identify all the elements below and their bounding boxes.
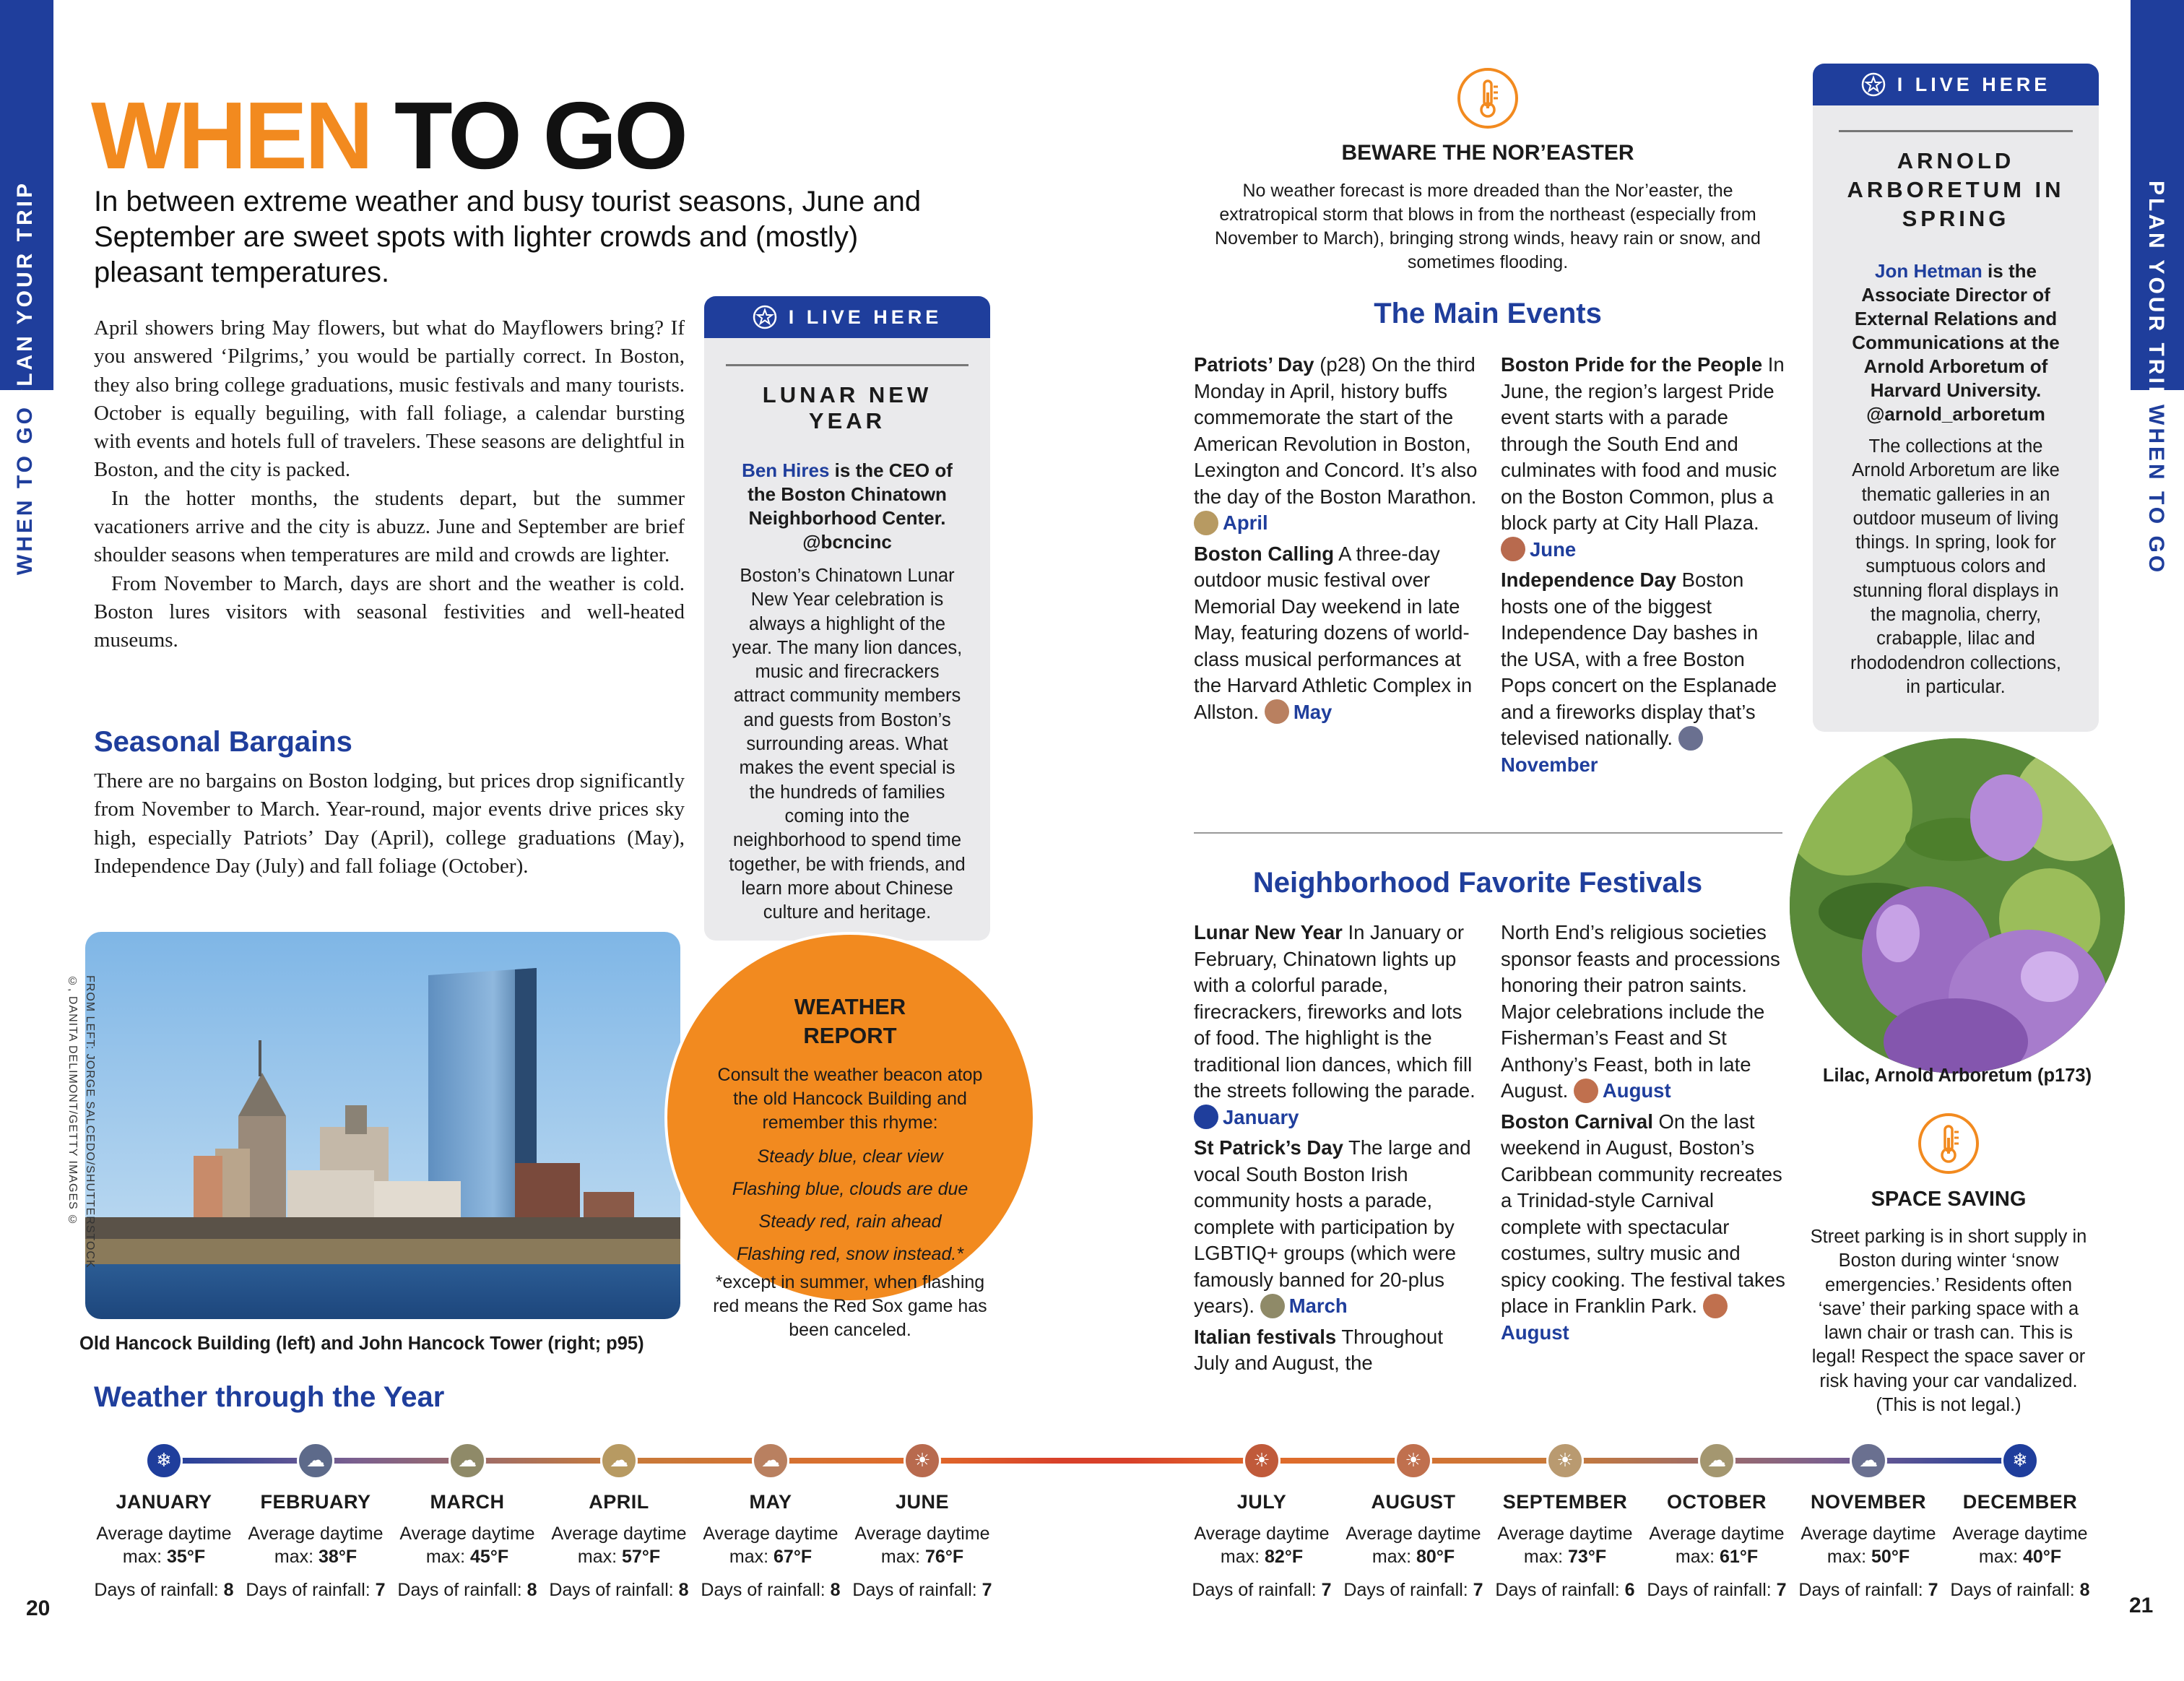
page-number-left: 20 — [26, 1596, 51, 1620]
festivals-heading: Neighborhood Favorite Festivals — [1252, 867, 1703, 899]
month-column — [1186, 1490, 1338, 1602]
weather-glyph: ☁ — [610, 1450, 628, 1472]
live-here-badge: I LIVE HERE — [704, 296, 990, 338]
month-rainfall: Days of rainfall: 7 — [1798, 1580, 1938, 1600]
event-independence-day: Independence Day Boston hosts one of the biggest Independence Day bashes in the USA, with a free Boston Pops concert on the Esplanade and a fireworks display that’s televised nationally. November — [1501, 569, 1777, 776]
sun-icon — [1501, 537, 1525, 561]
month-column — [846, 1490, 998, 1602]
event-name: Boston Calling — [1194, 542, 1335, 565]
cloud-sun-icon — [1194, 511, 1218, 535]
cloud-sun-icon — [1265, 699, 1289, 724]
festival-month: March — [1288, 1295, 1348, 1318]
snowflake-icon — [145, 1442, 183, 1479]
left-tab-label: PLAN YOUR TRIP — [13, 181, 37, 404]
noreaster-title: BEWARE THE NOR’EASTER — [1341, 141, 1634, 165]
month-rainfall: Days of rainfall: 8 — [701, 1580, 841, 1600]
live-here-box-lunar — [704, 296, 990, 941]
snowflake-icon — [2001, 1442, 2039, 1479]
weather-glyph: ☀ — [1556, 1450, 1574, 1472]
rhyme-line: Flashing blue, clouds are due — [732, 1179, 968, 1199]
month-name: FEBRUARY — [260, 1491, 371, 1513]
weather-glyph: ☁ — [1707, 1450, 1726, 1472]
main-events-heading: The Main Events — [1374, 298, 1602, 329]
month-temp: Average daytime max: 61°F — [1649, 1524, 1785, 1567]
temp-value: 67°F — [774, 1547, 812, 1567]
month-column — [1944, 1490, 2096, 1602]
month-rainfall: Days of rainfall: 8 — [1950, 1580, 2090, 1600]
festival-north-end: North End’s religious societies sponsor feasts and processions honoring their patron saints. Major celebrations include the Fisherman’s Feast and St Anthony’s Feast, both in late August. August — [1501, 921, 1780, 1102]
cloud-sun-icon — [1678, 726, 1703, 751]
festival-month: August — [1501, 1321, 1569, 1344]
sun-icon — [904, 1442, 941, 1479]
festival-lunar-new-year: Lunar New Year In January or February, Chinatown lights up with a colorful parade, firecrackers, fireworks and lots of food. The highlight is the traditional lion dances, which fill the streets following the parade. January — [1194, 921, 1476, 1128]
month-column — [1641, 1490, 1793, 1602]
weather-year-heading: Weather through the Year — [94, 1381, 445, 1413]
month-temp: Average daytime max: 80°F — [1346, 1524, 1481, 1567]
rain-value: 7 — [1321, 1580, 1332, 1600]
rain-value: 8 — [830, 1580, 841, 1600]
event-month: May — [1293, 700, 1332, 723]
rain-value: 6 — [1624, 1580, 1635, 1600]
weather-report-note: *except in summer, when flashing red means the Red Sox game has been canceled. — [713, 1272, 987, 1340]
month-name: JANUARY — [116, 1491, 212, 1513]
festival-name: Lunar New Year — [1194, 921, 1343, 943]
thermometer-icon — [1456, 66, 1520, 130]
body-paragraph: April showers bring May flowers, but what do Mayflowers bring? If you answered ‘Pilgrims,’ you would be partially correct. In Boston, they also bring college graduations, music festivals and many tourists. October is equally beguiling, with fall foliage, a calendar bursting with events and hotels full of travelers. These seasons are delightful in Boston, and the city is packed. — [94, 316, 685, 482]
thermometer-icon — [1917, 1112, 1980, 1175]
month-name: DECEMBER — [1962, 1491, 2078, 1513]
temp-value: 45°F — [470, 1547, 509, 1567]
weather-timeline-left — [163, 1458, 927, 1464]
cloud-sun-icon — [600, 1442, 638, 1479]
rhyme-line: Steady blue, clear view — [757, 1146, 943, 1167]
space-saving-text: Street parking is in short supply in Boston during winter ‘snow emergencies.’ Residents often ‘save’ their parking space with a lawn chair or trash can. This is legal! Respect the space saver or risk having your car vandalized. (This is not legal.) — [1810, 1227, 2087, 1416]
weather-glyph: ☀ — [914, 1450, 931, 1472]
weather-glyph: ☁ — [1859, 1450, 1878, 1472]
event-month: April — [1223, 511, 1268, 534]
weather-report-intro: Consult the weather beacon atop the old Hancock Building and remember this rhyme: — [717, 1065, 983, 1133]
festival-name: St Patrick’s Day — [1194, 1136, 1343, 1159]
weather-glyph: ☁ — [306, 1450, 325, 1472]
live-here-title: ARNOLD ARBORETUM IN SPRING — [1839, 130, 2073, 233]
lilac-caption: Lilac, Arnold Arboretum (p173) — [1822, 1066, 2092, 1086]
event-boston-calling: Boston Calling A three-day outdoor music festival over Memorial Day weekend in late May, featuring dozens of world-class musical performances at the Harvard Athletic Complex in Allston. May — [1194, 542, 1473, 723]
event-patriots-day: Patriots’ Day (p28) On the third Monday in April, history buffs commemorate the start of the American Revolution in Boston, Lexington and Concord. It’s also the day of the Boston Marathon. April — [1194, 353, 1478, 534]
rhyme-line: Steady red, rain ahead — [758, 1211, 942, 1232]
month-temp: Average daytime max: 76°F — [854, 1524, 990, 1567]
live-here-text: Boston’s Chinatown Lunar New Year celebration is always a highlight of the year. The many lion dances, music and firecrackers attract community members and guests from Boston’s surrounding areas. What makes the event special is the hundreds of families coming into the neighborhood to spend time together, be with friends, and learn more about Chinese culture and heritage. — [729, 566, 966, 923]
rain-value: 8 — [2079, 1580, 2090, 1600]
live-here-title: LUNAR NEW YEAR — [726, 364, 968, 434]
title-word-togo: TO GO — [394, 82, 685, 189]
body-text — [94, 314, 685, 655]
month-rainfall: Days of rainfall: 8 — [549, 1580, 689, 1600]
event-name: Independence Day — [1501, 569, 1676, 592]
rain-value: 7 — [982, 1580, 992, 1600]
live-here-box-arboretum — [1813, 64, 2099, 732]
main-events-col1 — [1194, 352, 1480, 725]
temp-value: 80°F — [1416, 1547, 1455, 1567]
rhyme-line: Flashing red, snow instead.* — [736, 1244, 964, 1264]
month-name: JUNE — [895, 1491, 950, 1513]
weather-report-title: WEATHER REPORT — [794, 994, 906, 1048]
lilac-photo — [1787, 735, 2128, 1076]
weather-glyph: ☁ — [761, 1450, 780, 1472]
weather-glyph: ☀ — [1405, 1450, 1422, 1472]
month-temp: Average daytime max: 82°F — [1194, 1524, 1330, 1567]
person-name: Ben Hires — [742, 459, 830, 481]
month-column — [695, 1490, 846, 1602]
skyline-photo — [85, 932, 680, 1319]
weather-rhyme — [667, 1141, 1033, 1271]
month-name: JULY — [1236, 1491, 1287, 1513]
event-month: June — [1530, 537, 1577, 561]
title-word-when: WHEN — [91, 82, 371, 189]
divider — [1194, 832, 1782, 834]
event-name: Boston Pride for the People — [1501, 353, 1763, 376]
month-rainfall: Days of rainfall: 7 — [852, 1580, 992, 1600]
month-rainfall: Days of rainfall: 7 — [1647, 1580, 1787, 1600]
intro-text: In between extreme weather and busy tourist seasons, June and September are sweet spots with lighter crowds and (mostly) pleasant temperatures. — [94, 186, 922, 288]
event-pride: Boston Pride for the People In June, the region’s largest Pride event starts with a parade through the South End and culminates with food and music on the Boston Common, plus a block party at City Hall Plaza. June — [1501, 353, 1785, 561]
temp-value: 57°F — [622, 1547, 661, 1567]
month-rainfall: Days of rainfall: 7 — [246, 1580, 386, 1600]
month-column — [1338, 1490, 1489, 1602]
cloud-sun-icon — [297, 1442, 334, 1479]
rain-value: 8 — [223, 1580, 234, 1600]
right-tab-label: PLAN YOUR TRIP — [2144, 181, 2168, 404]
month-rainfall: Days of rainfall: 7 — [1192, 1580, 1332, 1600]
live-here-person: Jon Hetman is the Associate Director of External Relations and Communications at the Arnold Arboretum of Harvard University. @arnold_arboretum — [1852, 260, 2060, 425]
month-name: SEPTEMBER — [1502, 1491, 1628, 1513]
live-here-text: The collections at the Arnold Arboretum are like thematic galleries in an outdoor museum of living things. In spring, look for sumptuous colors and stunning floral displays in the magnolia, cherry, crabapple, lilac and rhododendron collections, in particular. — [1850, 436, 2062, 697]
month-temp: Average daytime max: 50°F — [1800, 1524, 1936, 1567]
body-paragraph: From November to March, days are short and the weather is cold. Boston lures visitors with seasonal festivities and well-heated museums. — [94, 571, 685, 652]
month-column — [1489, 1490, 1641, 1602]
temp-value: 82°F — [1265, 1547, 1304, 1567]
month-name: OCTOBER — [1666, 1491, 1767, 1513]
temp-value: 38°F — [318, 1547, 358, 1567]
cloud-sun-icon — [1260, 1294, 1285, 1318]
month-temp: Average daytime max: 45°F — [399, 1524, 535, 1567]
festival-boston-carnival: Boston Carnival On the last weekend in August, Boston’s Caribbean community recreates a Trinidad-style Carnival complete with spectacular costumes, sultry music and spicy cooking. The festival takes place in Franklin Park. August — [1501, 1110, 1785, 1344]
body-paragraph: In the hotter months, the students depart, but the summer vacationers arrive and the city is abuzz. June and September are brief shoulder seasons when temperatures are mild and crowds are lighter. — [94, 486, 685, 567]
month-column — [240, 1490, 391, 1602]
month-name: APRIL — [589, 1491, 649, 1513]
month-rainfall: Days of rainfall: 8 — [94, 1580, 234, 1600]
cloud-sun-icon — [448, 1442, 486, 1479]
live-here-person: Ben Hires is the CEO of the Boston Chinatown Neighborhood Center. @bcncinc — [742, 459, 953, 553]
main-events-col2 — [1501, 352, 1790, 778]
month-rainfall: Days of rainfall: 8 — [397, 1580, 537, 1600]
month-rainfall: Days of rainfall: 7 — [1343, 1580, 1483, 1600]
festival-month: January — [1223, 1105, 1299, 1128]
left-section-label: WHEN TO GO — [13, 405, 37, 576]
month-column — [1793, 1490, 1944, 1602]
festivals-col2 — [1501, 920, 1790, 1346]
festival-name: Italian festivals — [1194, 1325, 1337, 1348]
temp-value: 73°F — [1568, 1547, 1607, 1567]
page-title — [91, 82, 685, 189]
sun-icon — [1703, 1294, 1728, 1318]
festival-name: Boston Carnival — [1501, 1110, 1653, 1133]
weather-report-circle — [664, 932, 1036, 1340]
weather-timeline-center — [927, 1458, 1261, 1464]
month-name: MAY — [749, 1491, 792, 1513]
festival-italian: Italian festivals Throughout July and August, the — [1194, 1325, 1443, 1375]
rain-value: 7 — [1473, 1580, 1483, 1600]
festival-month: August — [1602, 1079, 1671, 1102]
sun-icon — [1243, 1442, 1280, 1479]
festivals-col1 — [1194, 920, 1480, 1377]
snowflake-icon — [1194, 1105, 1218, 1129]
sun-icon — [1395, 1442, 1432, 1479]
star-badge-icon — [1861, 72, 1886, 97]
cloud-sun-icon — [752, 1442, 789, 1479]
month-temp: Average daytime max: 67°F — [703, 1524, 838, 1567]
month-name: NOVEMBER — [1810, 1491, 1926, 1513]
temp-value: 35°F — [167, 1547, 206, 1567]
weather-glyph: ❄ — [156, 1450, 172, 1472]
photo-credit-vertical: FROM LEFT: JORGE SALCEDO/SHUTTERSTOCK ©, DANITA DELIMONT/GETTY IMAGES © — [66, 975, 96, 1269]
month-temp: Average daytime max: 38°F — [248, 1524, 384, 1567]
month-temp: Average daytime max: 40°F — [1952, 1524, 2088, 1567]
page-number-right: 21 — [2129, 1594, 2154, 1617]
rain-value: 8 — [678, 1580, 689, 1600]
temp-value: 40°F — [2023, 1547, 2062, 1567]
month-rainfall: Days of rainfall: 6 — [1495, 1580, 1635, 1600]
cloud-sun-icon — [1850, 1442, 1887, 1479]
live-here-badge: I LIVE HERE — [1813, 64, 2099, 105]
noreaster-text: No weather forecast is more dreaded than the Nor’easter, the extratropical storm that blows in from the northeast (especially from November to March), bringing strong winds, heavy rain or snow, and sometimes flooding. — [1215, 181, 1761, 272]
cloud-sun-icon — [1698, 1442, 1736, 1479]
right-section-label: WHEN TO GO — [2144, 405, 2168, 576]
weather-glyph: ☀ — [1253, 1450, 1270, 1472]
month-name: AUGUST — [1371, 1491, 1456, 1513]
space-saving-title: SPACE SAVING — [1871, 1188, 2027, 1211]
weather-glyph: ❄ — [2012, 1450, 2028, 1472]
skyline-caption: Old Hancock Building (left) and John Hancock Tower (right; p95) — [79, 1334, 644, 1354]
month-column — [543, 1490, 695, 1602]
weather-timeline-right — [1261, 1458, 2022, 1464]
seasonal-heading: Seasonal Bargains — [94, 726, 352, 758]
rain-value: 7 — [1776, 1580, 1787, 1600]
sun-icon — [1574, 1079, 1598, 1103]
festival-st-patricks: St Patrick’s Day The large and vocal South Boston Irish community hosts a parade, complete with participation by LGBTIQ+ groups (which were famously banned for 20-plus years). March — [1194, 1136, 1471, 1318]
month-temp: Average daytime max: 57°F — [551, 1524, 687, 1567]
event-month: November — [1501, 753, 1598, 776]
month-name: MARCH — [430, 1491, 505, 1513]
month-temp: Average daytime max: 35°F — [96, 1524, 232, 1567]
month-column — [88, 1490, 240, 1602]
person-name: Jon Hetman — [1875, 260, 1982, 282]
temp-value: 50°F — [1871, 1547, 1910, 1567]
seasonal-text: There are no bargains on Boston lodging, but prices drop significantly from November to March. Year-round, major events drive prices sky high, especially Patriots’ Day (April), college graduations (May), Independence Day (July) and fall foliage (October). — [94, 769, 685, 878]
temp-value: 61°F — [1720, 1547, 1759, 1567]
event-name: Patriots’ Day — [1194, 353, 1314, 376]
month-column — [391, 1490, 543, 1602]
month-temp: Average daytime max: 73°F — [1497, 1524, 1633, 1567]
star-badge-icon — [753, 305, 777, 329]
sun-icon — [1546, 1442, 1584, 1479]
rain-value: 7 — [375, 1580, 386, 1600]
temp-value: 76°F — [925, 1547, 964, 1567]
rain-value: 8 — [526, 1580, 537, 1600]
weather-glyph: ☁ — [458, 1450, 477, 1472]
rain-value: 7 — [1928, 1580, 1938, 1600]
